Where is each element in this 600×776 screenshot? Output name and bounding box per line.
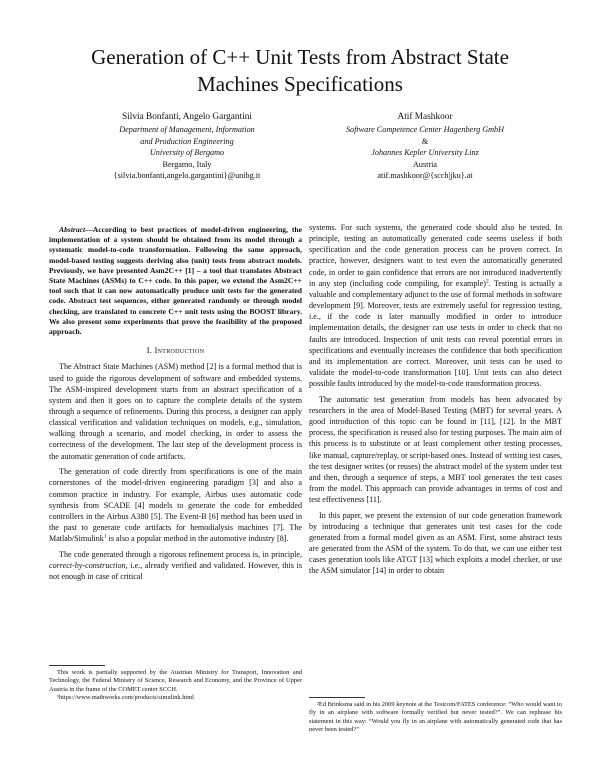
affiliation-university: University of Bergamo [149, 148, 225, 158]
intro-paragraph-2-text-a: The generation of code directly from specifications is one of the main cornerstones of the model-driven engineering paradigm [3] and also a common practice in industry. For example, Airbus uses automatic code synthesis from SCADE [4] models to generate the code for embedded controllers in the Airbus A380 [5]. The Event-B [6] method has been used in the past to generate code artifacts for hemodialysis machines [7]. The Matlab/Simulink [49, 467, 302, 544]
body-paragraph-continued [309, 222, 562, 389]
title-line-1: Generation of C++ Unit Tests from Abstract State [91, 45, 509, 69]
intro-paragraph-3-text-a: The code generated through a rigorous refinement process is, in principle, [59, 549, 302, 559]
author-names-left: Silvia Bonfanti, Angelo Gargantini [122, 112, 252, 122]
author-block-right [300, 111, 550, 182]
affiliation-ampersand: & [421, 136, 429, 146]
affiliation-dept-line1: Department of Management, Information [119, 125, 255, 134]
intro-paragraph-2 [49, 466, 302, 544]
left-column [49, 225, 302, 582]
footnotes-right [309, 697, 562, 735]
intro-paragraph-3-emphasis: correct-by-construction [49, 560, 126, 570]
intro-paragraph-1: The Abstract State Machines (ASM) method [2] is a formal method that is used to guide the rigorous development of software and embedded systems. The ASM-inspired development starts from an abstract specification of a system and then it goes on to capture the complete details of the system through a sequence of refinements. During this process, a designer can apply classical verification and validation techniques on models, e.g., simulation, walking through a scenario, and model checking, in order to assess the correctness of the development. The last step of the development process is the automatic generation of code artifacts. [49, 362, 302, 461]
body-paragraph-contribution: In this paper, we present the extension of our code generation framework by introducing a technique that generates unit test cases for the code generated from a formal model given as an ASM. First, some abstract tests are generated from the ASM of the system. To do that, we can use either test cases generation tools like ATGT [13] which exploits a model checker, or use the ASM simulator [14] in order to obtain [309, 510, 562, 576]
intro-paragraph-3-text-b: , i.e., already verified and validated. However, this is not enough in case of critical [49, 560, 302, 581]
paper-title [40, 44, 560, 98]
footnote-rule-left [49, 665, 105, 666]
author-block-left [62, 111, 312, 182]
footnote-2: ²Ed Brinksma said in his 2009 keynote at the Testcom/FATES conference: “Who would want to fly in an airplane with software formally verified but never tested?”. We can rephrase his statement in this way: “Would you fly in an airplane with automatically generated code that has never been tested?” [309, 701, 562, 734]
body-paragraph-continued-text-b: . Testing is actually a valuable and complementary adjunct to the use of formal methods in software development [9]. Moreover, tests are extremely useful for regression testing, i.e., if the code is later manually modified in order to introduce implementation details, the designer can use tests in order to check that no faults are introduced. Inspection of unit tests can reveal potential errors in specifications and eventually increases the confidence that both specification and its implementation are correct. Moreover, unit tests can be used to validate the model-to-code transformation [10]. Unit tests can also detect possible faults introduced by the model-to-code transformation process. [309, 278, 563, 389]
intro-paragraph-2-text-b: is also a popular method in the automotive industry [8]. [106, 534, 289, 544]
funding-note: This work is partially supported by the Austrian Ministry for Transport, Innovation and Technology, the Federal Ministry of Science, Research and Economy, and the Province of Upper Austria in the frame of the COMET center SCCH. [49, 669, 302, 693]
footnote-ref-1: 1 [103, 533, 107, 540]
footnotes-left [49, 665, 302, 703]
abstract-text: —According to best practices of model-driven engineering, the implementation of a system should be obtained from its model through a systematic model-to-code transformation. Following the same approach, model-based testing suggests deriving also (unit) tests from abstract models. Previously, we have presented Asm2C++ [1] – a tool that translates Abstract State Machines (ASMs) to C++ code. In this paper, we extend the Asm2C++ tool such that it can now automatically produce unit tests for the generated code. Abstract test sequences, either generated randomly or through model checking, are translated to concrete C++ unit tests using the BOOST library. We also present some experiments that prove the feasibility of the proposed approach. [49, 225, 302, 337]
affiliation-city: Bergamo, Italy [162, 159, 212, 169]
author-names-right: Atif Mashkoor [397, 112, 453, 122]
body-paragraph-continued-text-a: systems. For such systems, the generated code should also be tested. In principle, testing an automatically generated code seems useless if both specification and the code generation process can be proven correct. In practice, however, designers want to test even the automatically generated code, in order to gain confidence that errors are not introduced inadvertently in any step (including code compiling, for example) [309, 223, 562, 288]
abstract-label: Abstract [59, 225, 86, 234]
affiliation-org1: Software Competence Center Hagenberg GmbH [345, 125, 505, 134]
section-heading-introduction: I. Introduction [146, 346, 205, 356]
intro-paragraph-3 [49, 549, 302, 582]
abstract [49, 225, 302, 337]
title-line-2: Machines Specifications [197, 72, 403, 96]
footnote-rule-right [309, 697, 365, 698]
right-column [309, 222, 562, 577]
author-email-left: {silvia.bonfanti,angelo.gargantini}@unibg.it [113, 171, 261, 181]
body-paragraph-mbt: The automatic test generation from models has been advocated by researchers in the area of Model-Based Testing (MBT) for several years. A good introduction of this topic can be found in [11], [12]. In the MBT process, the specification is reused also for testing purposes. The main aim of this process is to substitute or at least complement other testing processes, like manual, capture/replay, or script-based ones. Instead of writing test cases, the test designer writes (or reuses) the abstract model of the system under test and then, through a sequence of steps, a MBT tool generates the test cases from the model. This approach can provide advantages in terms of cost and test effectiveness [11]. [309, 394, 562, 505]
affiliation-country: Austria [412, 159, 438, 169]
footnote-ref-2: 2 [485, 278, 489, 285]
affiliation-org2: Johannes Kepler University Linz [371, 148, 479, 158]
author-email-right: atif.mashkoor@{scch|jku}.at [377, 171, 473, 181]
affiliation-dept-line2: and Production Engineering [140, 136, 234, 146]
footnote-1: ¹https://www.mathworks.com/products/simulink.html [57, 694, 194, 702]
